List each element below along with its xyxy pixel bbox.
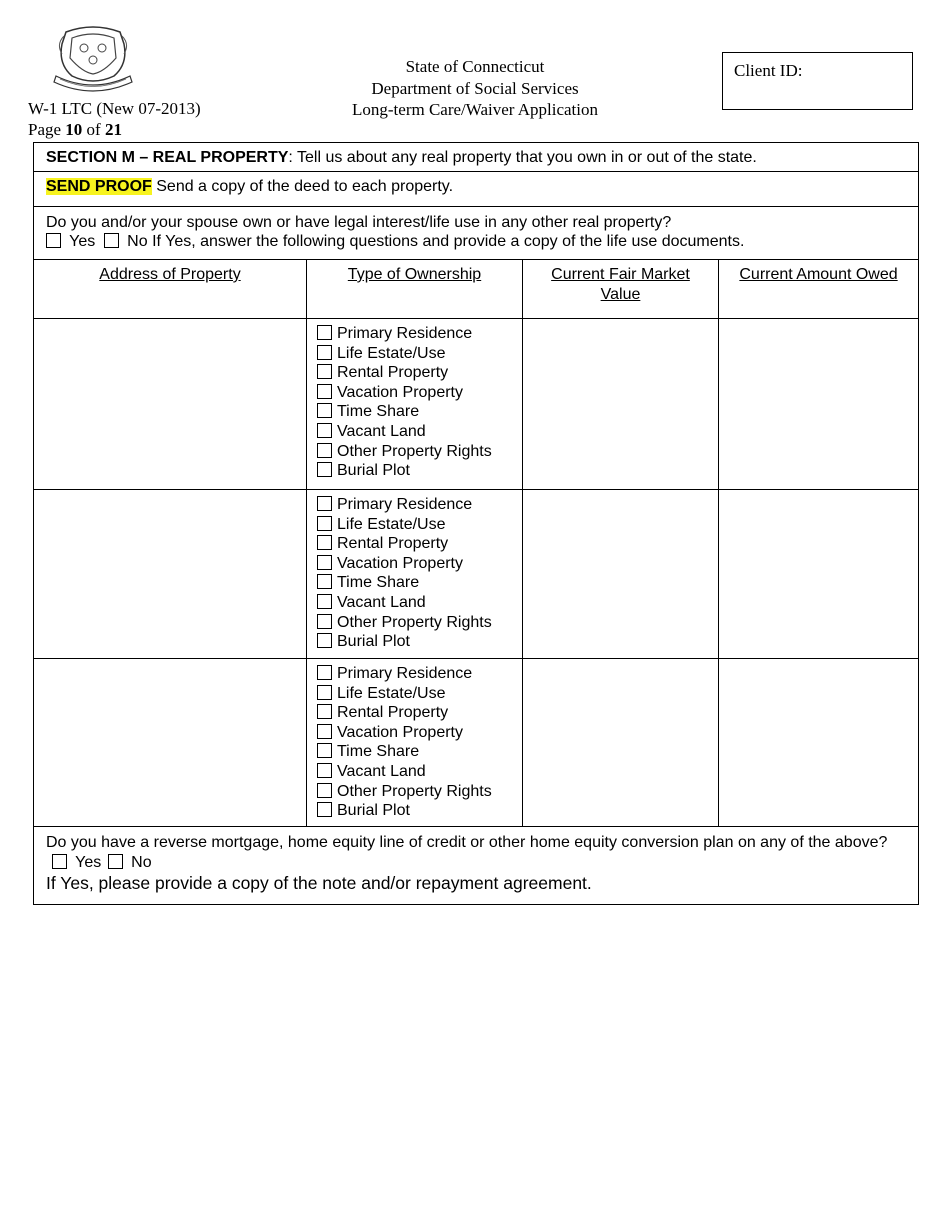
table-row (34, 659, 919, 827)
reverse-yes-label: Yes (75, 853, 102, 871)
ownership-option: Other Property Rights (317, 613, 522, 633)
ownership-checkbox[interactable] (317, 685, 332, 700)
ownership-option: Primary Residence (317, 664, 522, 684)
ownership-option: Burial Plot (317, 632, 522, 652)
yes-label: Yes (69, 233, 96, 250)
ownership-cell (307, 659, 523, 827)
market-value-cell[interactable] (523, 659, 719, 827)
ownership-checkbox[interactable] (317, 516, 332, 531)
ownership-option: Vacation Property (317, 723, 522, 743)
ownership-checkbox[interactable] (317, 574, 332, 589)
ownership-checkbox[interactable] (317, 614, 332, 629)
column-header-amount-owed: Current Amount Owed (719, 260, 919, 319)
ownership-checkbox[interactable] (317, 443, 332, 458)
ownership-checkbox[interactable] (317, 665, 332, 680)
ownership-option: Rental Property (317, 363, 522, 383)
address-cell[interactable] (34, 659, 307, 827)
agency-line: Department of Social Services (371, 78, 579, 98)
real-property-table (33, 142, 919, 905)
reverse-no-label: No (131, 853, 152, 871)
ownership-option: Other Property Rights (317, 442, 522, 462)
ownership-checkbox[interactable] (317, 633, 332, 648)
ownership-option: Life Estate/Use (317, 515, 522, 535)
ownership-option: Time Share (317, 402, 522, 422)
ownership-checkbox[interactable] (317, 403, 332, 418)
ownership-checkbox[interactable] (317, 364, 332, 379)
address-cell[interactable] (34, 319, 307, 490)
column-header-market-value: Current Fair Market Value (523, 260, 719, 319)
ownership-option: Vacant Land (317, 762, 522, 782)
ownership-checkbox[interactable] (317, 462, 332, 477)
question-text: Do you and/or your spouse own or have legal interest/life use in any other real property? (46, 214, 672, 231)
ownership-option: Rental Property (317, 534, 522, 554)
amount-owed-cell[interactable] (719, 319, 919, 490)
section-header (34, 143, 919, 172)
ownership-checkbox[interactable] (317, 555, 332, 570)
ownership-option: Vacant Land (317, 593, 522, 613)
ownership-option: Burial Plot (317, 801, 522, 821)
column-header-ownership: Type of Ownership (307, 260, 523, 319)
ownership-checkbox[interactable] (317, 783, 332, 798)
no-label: No (127, 233, 148, 250)
ownership-question (34, 207, 919, 260)
ownership-checkbox[interactable] (317, 704, 332, 719)
ownership-checkbox[interactable] (317, 763, 332, 778)
ownership-cell (307, 319, 523, 490)
ownership-option: Primary Residence (317, 324, 522, 344)
ownership-checkbox[interactable] (317, 423, 332, 438)
ownership-checkbox[interactable] (317, 594, 332, 609)
ownership-checkbox[interactable] (317, 724, 332, 739)
question-followup: If Yes, answer the following questions and provide a copy of the life use documents. (152, 233, 745, 250)
ownership-checkbox[interactable] (317, 325, 332, 340)
send-proof-row (34, 172, 919, 207)
reverse-mortgage-text: Do you have a reverse mortgage, home equity line of credit or other home equity conversion plan on any of the above? (46, 834, 888, 851)
market-value-cell[interactable] (523, 490, 719, 659)
amount-owed-cell[interactable] (719, 659, 919, 827)
ownership-option: Life Estate/Use (317, 684, 522, 704)
send-proof-text: Send a copy of the deed to each property. (151, 178, 454, 195)
agency-line: State of Connecticut (405, 57, 545, 76)
send-proof-badge: SEND PROOF (46, 178, 152, 195)
section-title: SECTION M – REAL PROPERTY (46, 149, 289, 166)
ownership-cell (307, 490, 523, 659)
ownership-option: Vacation Property (317, 383, 522, 403)
ownership-checkbox[interactable] (317, 496, 332, 511)
yes-checkbox[interactable] (46, 233, 61, 248)
client-id-label: Client ID: (734, 61, 803, 80)
ownership-option: Burial Plot (317, 461, 522, 481)
page-number: Page 10 of 21 (28, 120, 122, 139)
reverse-mortgage-note: If Yes, please provide a copy of the note and/or repayment agreement. (46, 873, 592, 893)
ownership-option: Vacant Land (317, 422, 522, 442)
reverse-yes-checkbox[interactable] (52, 854, 67, 869)
ownership-option: Other Property Rights (317, 782, 522, 802)
ownership-option: Vacation Property (317, 554, 522, 574)
section-intro: : Tell us about any real property that you own in or out of the state. (288, 149, 757, 166)
ownership-option: Time Share (317, 573, 522, 593)
column-header-address: Address of Property (34, 260, 307, 319)
no-checkbox[interactable] (104, 233, 119, 248)
ownership-checkbox[interactable] (317, 535, 332, 550)
ownership-checkbox[interactable] (317, 384, 332, 399)
agency-header (320, 56, 630, 121)
table-row (34, 319, 919, 490)
ownership-option: Time Share (317, 742, 522, 762)
market-value-cell[interactable] (523, 319, 719, 490)
agency-line: Long-term Care/Waiver Application (352, 100, 598, 119)
state-seal-logo (44, 24, 142, 92)
client-id-field[interactable] (722, 52, 913, 110)
amount-owed-cell[interactable] (719, 490, 919, 659)
table-row (34, 490, 919, 659)
address-cell[interactable] (34, 490, 307, 659)
ownership-checkbox[interactable] (317, 345, 332, 360)
reverse-no-checkbox[interactable] (108, 854, 123, 869)
form-code: W-1 LTC (New 07-2013) (28, 99, 201, 118)
ownership-checkbox[interactable] (317, 802, 332, 817)
ownership-option: Rental Property (317, 703, 522, 723)
ownership-option: Primary Residence (317, 495, 522, 515)
ownership-option: Life Estate/Use (317, 344, 522, 364)
ownership-checkbox[interactable] (317, 743, 332, 758)
reverse-mortgage-question (34, 827, 919, 905)
